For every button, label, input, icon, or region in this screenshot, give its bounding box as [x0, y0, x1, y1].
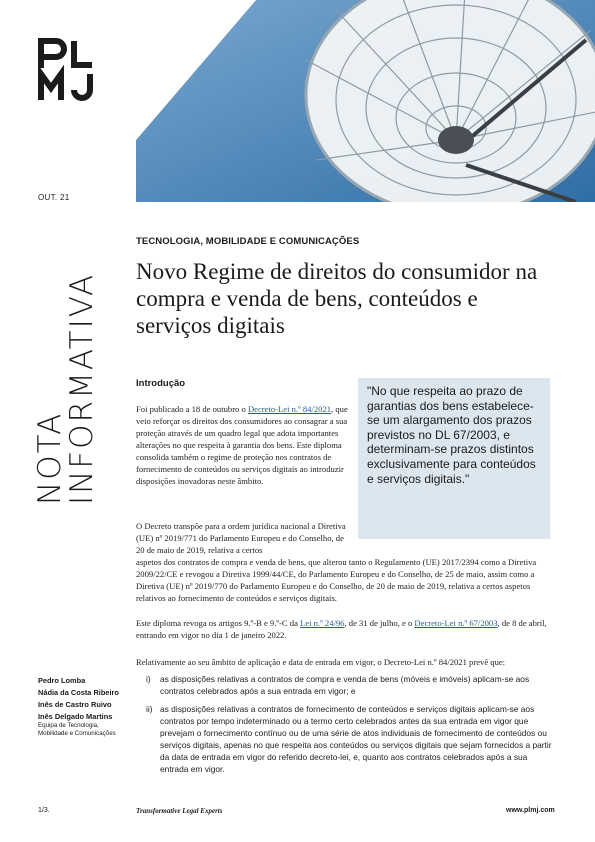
team-name: Equipa de Tecnologia, Mobilidade e Comunicações: [38, 722, 116, 737]
document-type-vertical: [34, 235, 104, 505]
paragraph-3: Este diploma revoga os artigos 9.º-B e 9.º-C da Lei n.º 24/96, de 31 de julho, e o Decreto-Lei n.º 67/2003, de 8 de abril, entrando em vigor no dia 1 de janeiro 2022.: [136, 618, 547, 640]
footer-tagline: Transformative Legal Experts: [136, 807, 223, 815]
author-name: Inês de Castro Ruivo: [38, 700, 112, 709]
plmj-logo: [38, 38, 102, 102]
paragraph-2-start: O Decreto transpõe para a ordem jurídica nacional a Diretiva (UE) nº 2019/771 do Parlamento Europeu e do Conselho, de 20 de maio de 2019, relativa a certos: [136, 521, 346, 555]
vertical-label-informativa: INFORMATIVA: [64, 272, 100, 505]
website-link[interactable]: www.plmj.com: [506, 807, 555, 814]
page-number: 1/3.: [38, 807, 50, 814]
list-item-text: as disposições relativas a contratos de fornecimento de conteúdos e serviços digitais aplicam-se aos contratos por tempo indeterminado ou a termo certo celebrados antes da sua entrada em vigor que prevejam o fornecimento contínuo ou de uma série de atos individuais de fornecimento de conteúdos ou serviços digitais, apenas no que respeita aos conteúdos ou serviços digitais que sejam fornecidos a partir da data de entrada em vigor do referido decreto-lei, e, quanto aos contratos celebrados após a sua entrada em vigor.: [160, 704, 552, 774]
paragraph-4: Relativamente ao seu âmbito de aplicação e data de entrada em vigor, o Decreto-Lei n.º 84/2021 prevê que:: [136, 657, 506, 667]
satellite-dish-photo: [136, 0, 595, 202]
pull-quote: "No que respeita ao prazo de garantias dos bens estabelece-se um alargamento dos prazos previstos no DL 67/2003, e determinam-se prazos distintos exclusivamente para conteúdos e serviços digitais.": [358, 378, 550, 539]
author-name: Nádia da Costa Ribeiro: [38, 688, 119, 697]
author-name: Inês Delgado Martins: [38, 712, 113, 721]
decreto-lei-84-2021-link[interactable]: Decreto-Lei n.º 84/2021: [247, 404, 332, 414]
list-item-number: i): [146, 674, 151, 684]
decreto-lei-67-2003-link[interactable]: Decreto-Lei n.º 67/2003: [414, 618, 498, 628]
intro-heading: Introdução: [136, 378, 186, 389]
list-item-text: as disposições relativas a contratos de compra e venda de bens (móveis e imóveis) aplicam-se aos contratos celebrados após a sua entrada em vigor; e: [160, 674, 530, 696]
authors-block: [38, 676, 130, 737]
lei-24-96-link[interactable]: Lei n.º 24/96: [300, 618, 345, 628]
paragraph-1: Foi publicado a 18 de outubro o Decreto-Lei n.º 84/2021, que veio reforçar os direitos dos consumidores ao consagrar a sua proteção através de um quadro legal que adota importantes alterações no que respeita à garantia dos bens. Este diploma consolida também o regime de proteção nos contratos de fornecimento de conteúdos ou serviços digitais ao introduzir disposições inovadoras neste âmbito.: [136, 404, 348, 486]
paragraph-2-continued: aspetos dos contratos de compra e venda de bens, que alterou tanto o Regulamento (UE) 2017/2394 como a Diretiva 2009/22/CE e revogou a Diretiva 1999/44/CE, do Parlamento Europeu e do Conselho, de 25 de maio, assim como a Diretiva (UE) nº 2019/770 do Parlamento Europeu e do Conselho, de 20 de maio de 2019, relativa a certos aspetos relativos ao fornecimento de conteúdos e serviços digitais.: [136, 557, 537, 603]
vertical-label-nota: NOTA: [32, 411, 68, 505]
practice-area: TECNOLOGIA, MOBILIDADE E COMUNICAÇÕES: [136, 236, 360, 247]
author-name: Pedro Lomba: [38, 676, 86, 685]
issue-date: OUT. 21: [38, 193, 70, 202]
list-item-number: ii): [146, 704, 153, 714]
article-title: Novo Regime de direitos do consumidor na compra e venda de bens, conteúdos e serviços digitais: [136, 259, 538, 338]
